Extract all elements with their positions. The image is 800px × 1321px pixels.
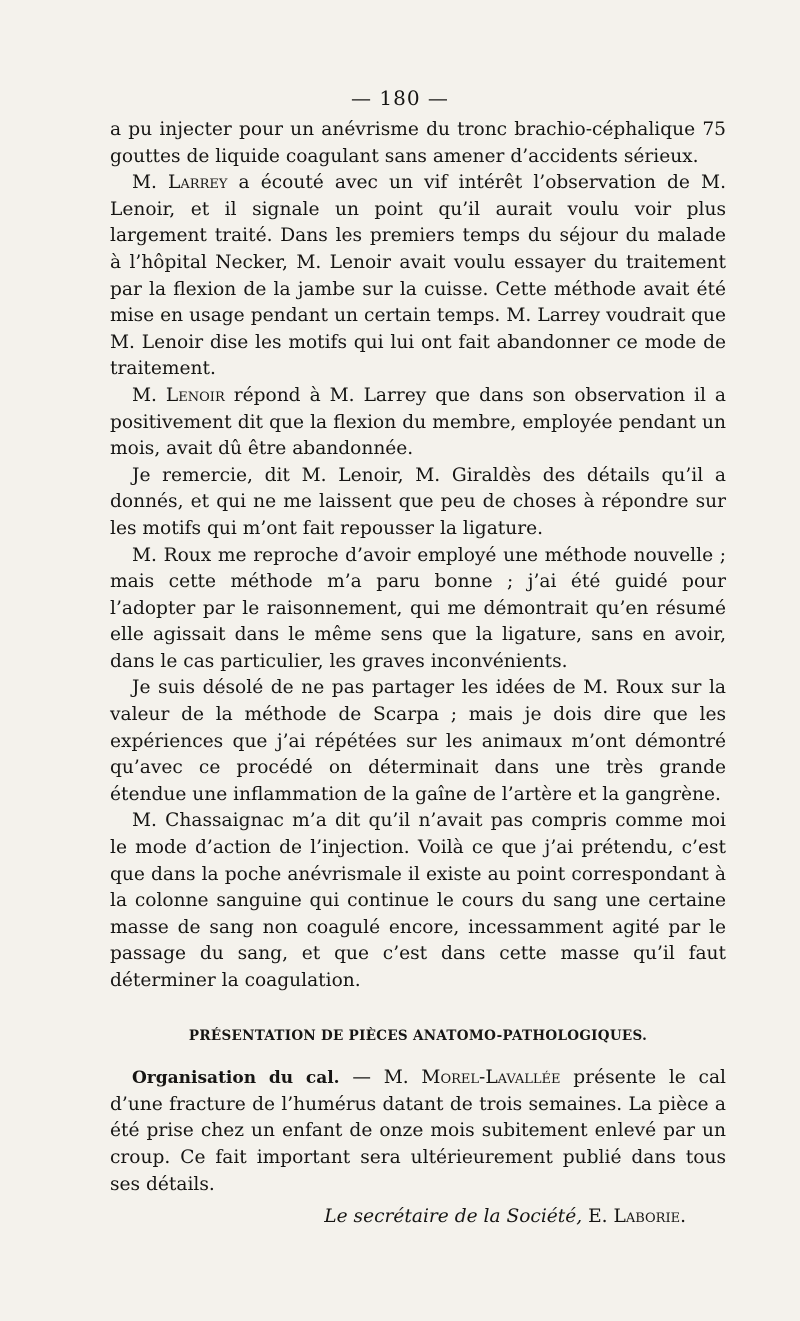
paragraph-scarpa: Je suis désolé de ne pas partager les idées de M. Roux sur la valeur de la méthode de Scarpa ; mais je dois dire que les expériences que j’ai répétées sur les animaux m’ont démontré qu’avec ce procédé on déterminait dans une très grande étendue une inflammation de la gaîne de l’artère et la gangrène.: [110, 677, 726, 805]
paragraph-cal: [110, 1065, 726, 1198]
paragraph-roux: M. Roux me reproche d’avoir employé une méthode nouvelle ; mais cette méthode m’a paru bonne ; j’ai été guidé pour l’adopter par le raisonnement, qui me démontrait qu’en résumé elle agissait dans le même sens que la ligature, sans en avoir, dans le cas particulier, les graves inconvénients.: [110, 544, 726, 672]
page-number: — 180 —: [351, 86, 449, 110]
signature-title: Le secrétaire de la Société,: [324, 1206, 583, 1228]
section-heading: PRÉSENTATION DE PIÈCES ANATOMO-PATHOLOGIQUES.: [188, 1027, 648, 1044]
paragraph-chassaignac: M. Chassaignac m’a dit qu’il n’avait pas compris comme moi le mode d’action de l’injection. Voilà ce que j’ai prétendu, c’est que dans la poche anévrismale il existe au point correspondant à la colonne sanguine qui continue le cours du sang une certaine masse de sang non coagulé encore, incessamment agité par le passage du sang, et que c’est dans cette masse qu’il faut déterminer la coagulation.: [110, 810, 726, 991]
paragraph-text: a écouté avec un vif intérêt l’observation de M. Lenoir, et il signale un point qu’il aurait voulu voir plus largement traité. Dans les premiers temps du séjour du malade à l’hôpital Necker, M. Lenoir avait voulu essayer du traitement par la flexion de la jambe sur la cuisse. Cette méthode avait été mise en usage pendant un certain temps. M. Larrey voudrait que M. Lenoir dise les motifs qui lui ont fait abandonner ce mode de traitement.: [110, 172, 726, 380]
speaker-name: M. Larrey: [132, 172, 228, 194]
signature-name: E. Laborie.: [588, 1206, 686, 1228]
speaker-name: M. Morel-Lavallée: [383, 1067, 561, 1089]
paragraph-text: répond à M. Larrey que dans son observation il a positivement dit que la flexion du membre, employée pendant un mois, avait dû être abandonnée.: [110, 384, 726, 460]
dash: —: [339, 1067, 384, 1089]
run-in-title: Organisation du cal.: [132, 1068, 340, 1089]
paragraph-larrey: [110, 170, 726, 383]
paragraph-text: présente le cal d’une fracture de l’humérus datant de trois semaines. La pièce a été prise chez un enfant de onze mois subitement enlevé par un croup. Ce fait important sera ultérieurement publié dans tous ses détails.: [110, 1067, 727, 1195]
body-text: [110, 117, 726, 1231]
paragraph-continuation: a pu injecter pour un anévrisme du tronc brachio-céphalique 75 gouttes de liquide coagulant sans amener d’accidents sérieux.: [110, 119, 726, 167]
paragraph-giraldes: Je remercie, dit M. Lenoir, M. Giraldès des détails qu’il a donnés, et qui ne me laissent que peu de choses à répondre sur les motifs qui m’ont fait repousser la ligature.: [110, 464, 726, 539]
speaker-name: M. Lenoir: [132, 384, 225, 406]
paragraph-lenoir-reply: [110, 383, 726, 463]
signature: [110, 1204, 726, 1231]
